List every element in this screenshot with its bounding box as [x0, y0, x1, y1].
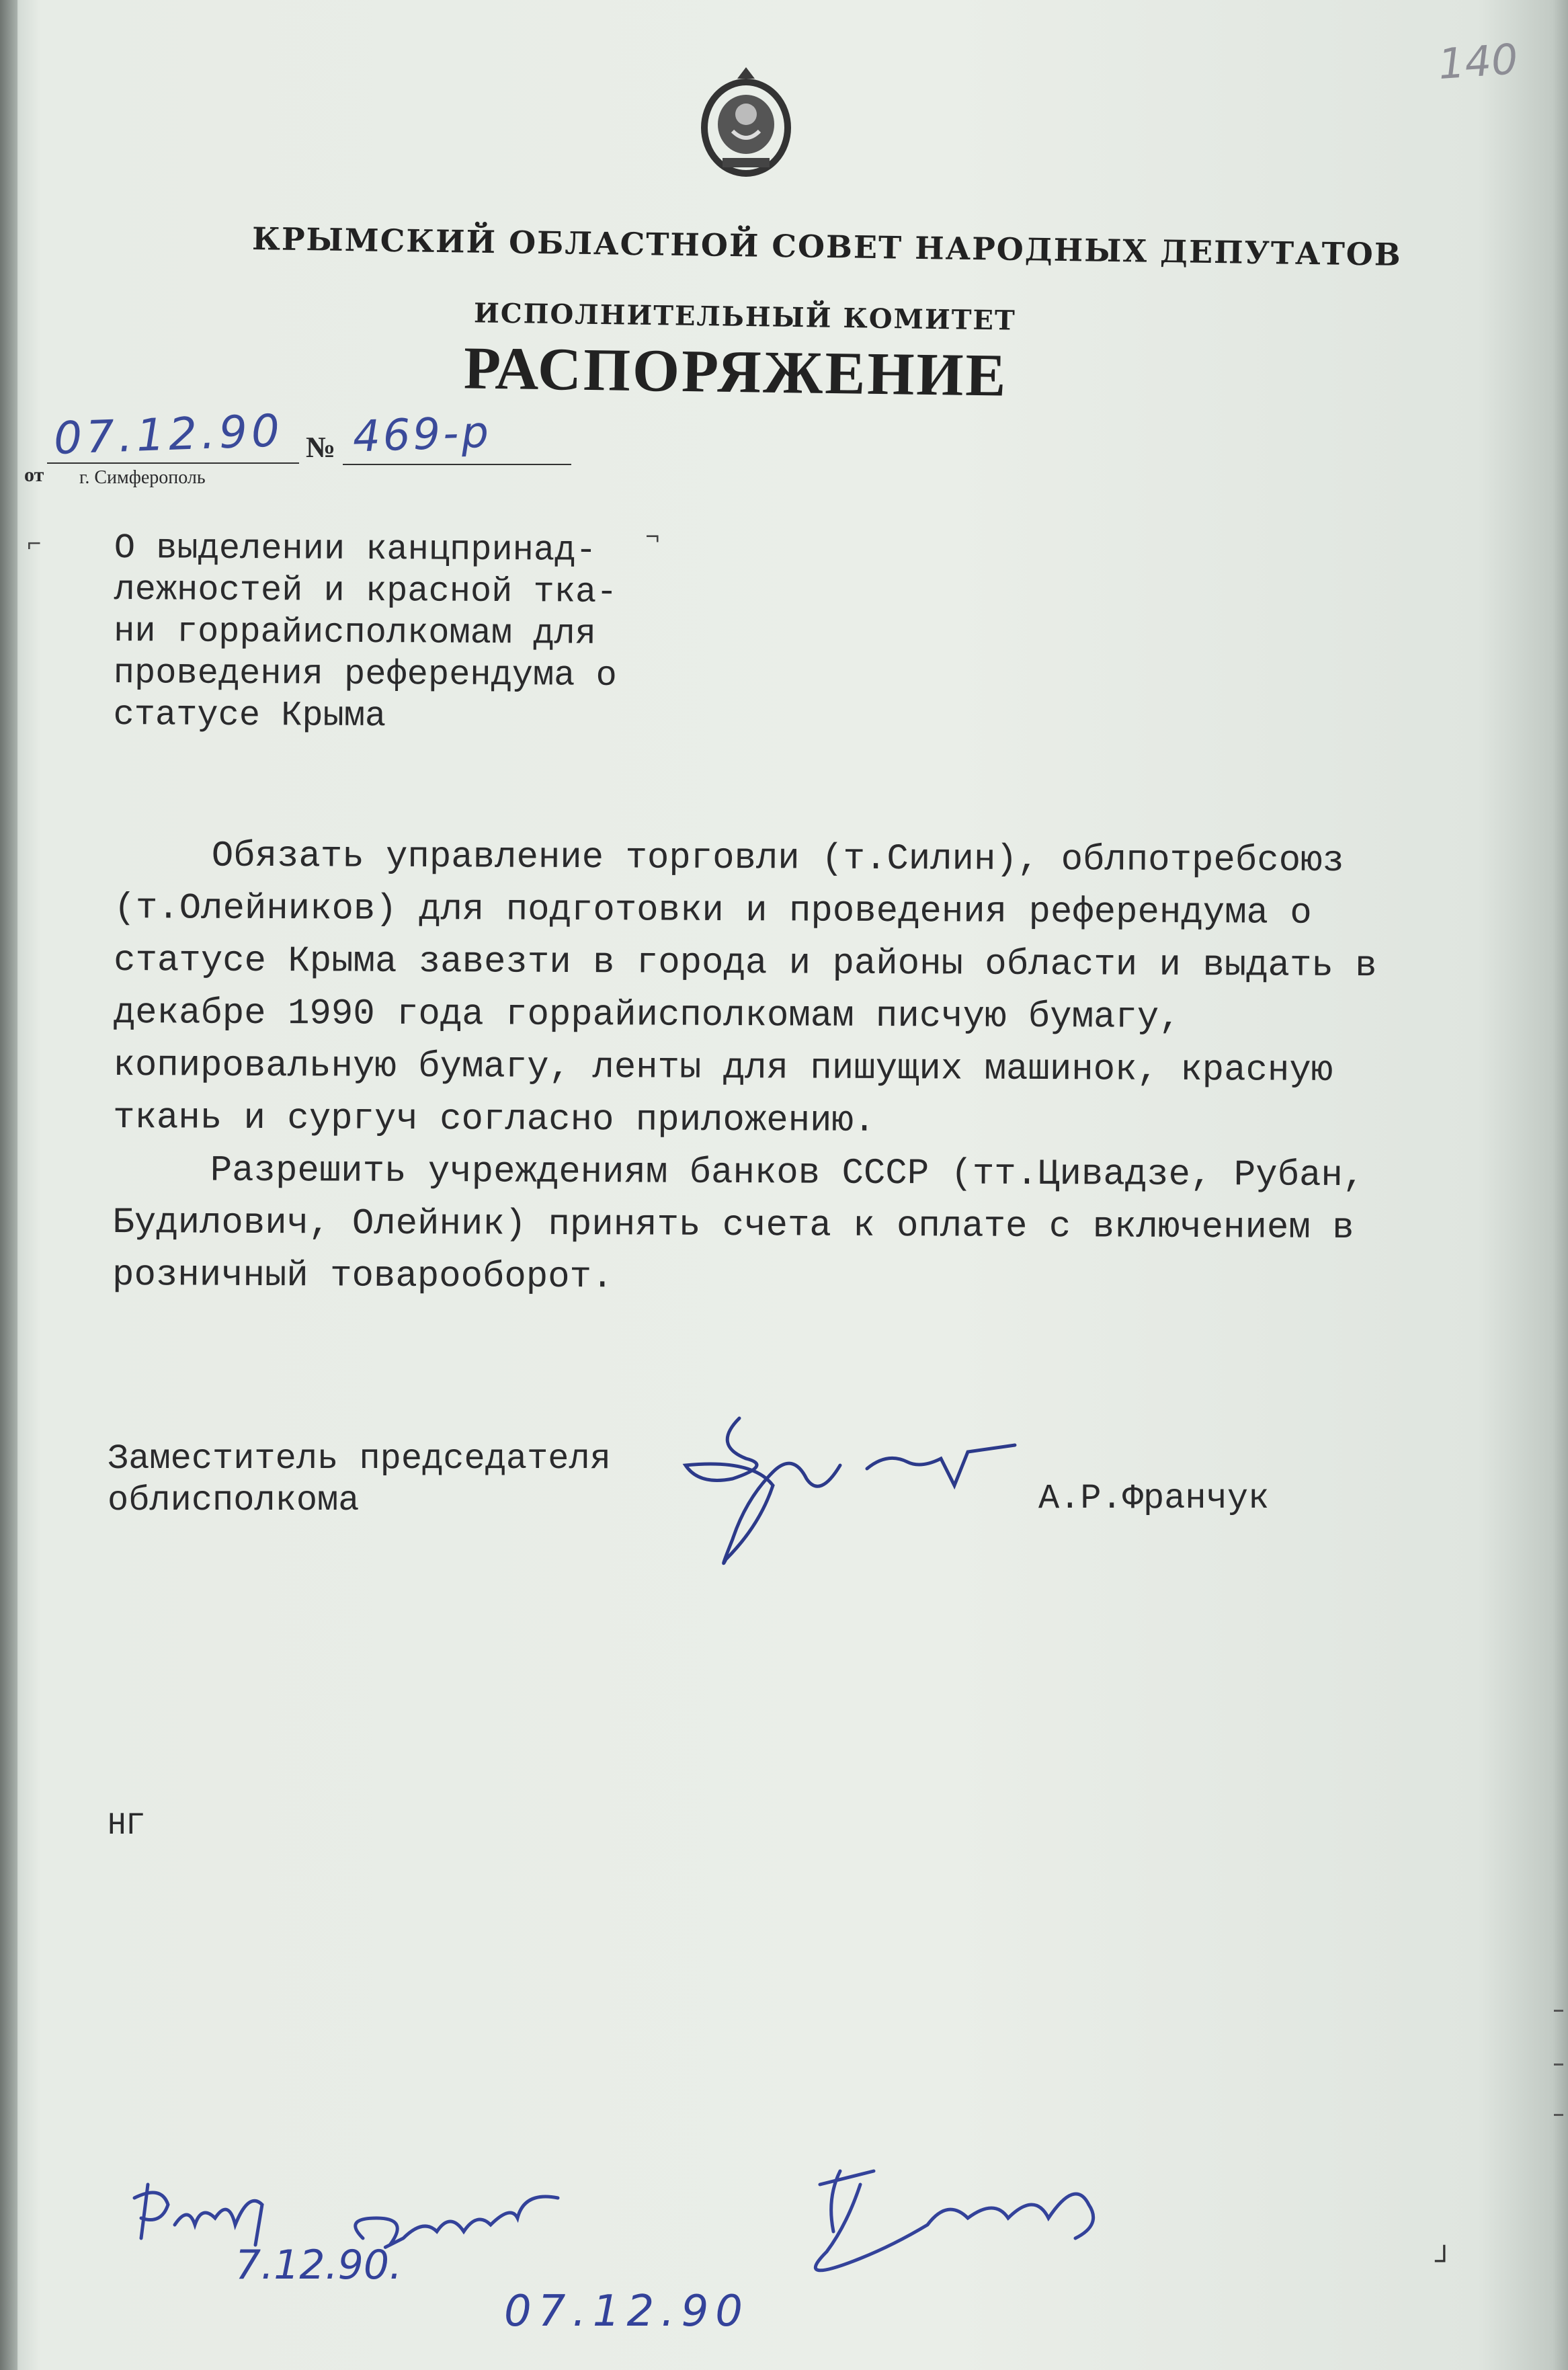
body-paragraph-1: Обязать управление торговли (т.Силин), облпотребсоюз (т.Олейников) для подготовки и проведения референдума о статусе Крыма завезти в города и районы области и выдать в декабре 1990 года горрайисполкомам писчую бумагу, копировальную бумагу, ленты для пишущих машинок, красную ткань и сургуч согласно приложению.	[112, 835, 1377, 1142]
signatory-title: Заместитель председателя облисполкома	[108, 1439, 611, 1520]
handwritten-approval-date-2: 07.12.90	[504, 2287, 749, 2336]
document-body	[112, 830, 1458, 1308]
number-underline	[343, 464, 571, 465]
edge-mark	[1554, 2114, 1563, 2116]
edge-mark	[1554, 2063, 1563, 2066]
number-sign: №	[306, 431, 336, 464]
handwritten-signature	[672, 1405, 1035, 1580]
committee-heading: ИСПОЛНИТЕЛЬНЫЙ КОМИТЕТ	[473, 297, 1017, 337]
handwritten-date: 07.12.90	[52, 405, 285, 464]
date-prefix: от	[24, 464, 44, 486]
state-emblem-icon	[696, 64, 796, 178]
council-heading: КРЫМСКИЙ ОБЛАСТНОЙ СОВЕТ НАРОДНЫХ ДЕПУТАТОВ	[251, 220, 1403, 273]
typist-initials: НГ	[108, 1808, 145, 1843]
approval-signatures	[121, 2144, 1264, 2359]
corner-mark-right: ¬	[645, 524, 660, 552]
document-subject: О выделении канцпринад- лежностей и красной тка- ни горрайисполкомам для проведения референдума о статусе Крыма	[113, 528, 618, 737]
corner-mark-left: ⌐	[27, 531, 42, 559]
document-type-title: РАСПОРЯЖЕНИЕ	[463, 335, 1009, 409]
handwritten-number: 469-р	[352, 407, 493, 462]
edge-mark	[1554, 2010, 1563, 2012]
handwritten-approval-date-1: 7.12.90.	[235, 2242, 403, 2289]
signatory-name: А.Р.Франчук	[1038, 1479, 1270, 1518]
binder-edge	[0, 0, 17, 2370]
corner-mark-bottom: ┘	[1435, 2245, 1454, 2280]
archive-page-number: 140	[1436, 34, 1520, 89]
city-label: г. Симферополь	[79, 467, 206, 488]
body-paragraph-2: Разрешить учреждениям банков СССР (тт.Цивадзе, Рубан, Будилович, Олейник) принять счета к оплате с включением в розничный товарооборот.	[112, 1150, 1365, 1299]
